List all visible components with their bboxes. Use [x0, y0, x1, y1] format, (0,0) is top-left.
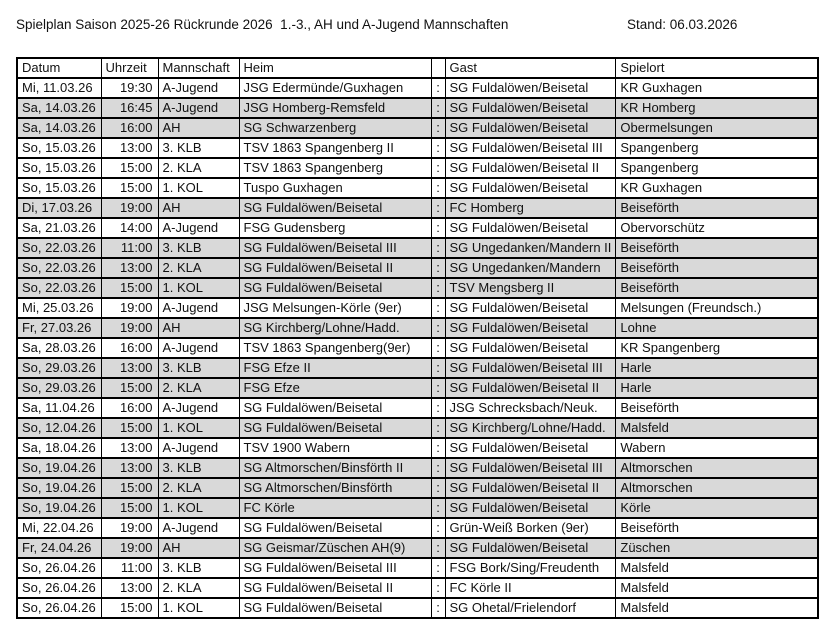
cell-mannschaft: 2. KLA: [158, 578, 239, 598]
cell-datum: Sa, 18.04.26: [17, 438, 101, 458]
cell-mannschaft: A-Jugend: [158, 218, 239, 238]
cell-mannschaft: 2. KLA: [158, 158, 239, 178]
cell-heim: JSG Edermünde/Guxhagen: [239, 78, 431, 98]
cell-separator: :: [431, 238, 445, 258]
table-row: [17, 398, 818, 418]
cell-gast: SG Fuldalöwen/Beisetal III: [445, 458, 616, 478]
column-header-spielort: Spielort: [616, 58, 818, 78]
cell-spielort: Harle: [616, 378, 818, 398]
cell-spielort: Obervorschütz: [616, 218, 818, 238]
table-row: [17, 478, 818, 498]
cell-gast: SG Fuldalöwen/Beisetal: [445, 298, 616, 318]
cell-separator: :: [431, 378, 445, 398]
cell-uhrzeit: 15:00: [101, 278, 158, 298]
cell-uhrzeit: 15:00: [101, 158, 158, 178]
cell-datum: So, 29.03.26: [17, 358, 101, 378]
cell-datum: So, 15.03.26: [17, 178, 101, 198]
cell-mannschaft: 3. KLB: [158, 558, 239, 578]
cell-spielort: Beiseförth: [616, 518, 818, 538]
cell-separator: :: [431, 458, 445, 478]
cell-spielort: KR Guxhagen: [616, 178, 818, 198]
cell-mannschaft: 1. KOL: [158, 498, 239, 518]
cell-gast: JSG Schrecksbach/Neuk.: [445, 398, 616, 418]
cell-uhrzeit: 19:00: [101, 318, 158, 338]
cell-heim: SG Fuldalöwen/Beisetal II: [239, 258, 431, 278]
cell-uhrzeit: 11:00: [101, 238, 158, 258]
cell-gast: SG Ungedanken/Mandern II: [445, 238, 616, 258]
cell-separator: :: [431, 518, 445, 538]
cell-uhrzeit: 15:00: [101, 498, 158, 518]
cell-separator: :: [431, 138, 445, 158]
cell-mannschaft: AH: [158, 198, 239, 218]
cell-spielort: Beiseförth: [616, 258, 818, 278]
cell-datum: Sa, 11.04.26: [17, 398, 101, 418]
cell-uhrzeit: 13:00: [101, 258, 158, 278]
cell-gast: SG Ohetal/Frielendorf: [445, 598, 616, 618]
cell-spielort: Malsfeld: [616, 418, 818, 438]
cell-spielort: Malsfeld: [616, 558, 818, 578]
table-row: [17, 518, 818, 538]
table-row: [17, 578, 818, 598]
cell-gast: SG Fuldalöwen/Beisetal II: [445, 478, 616, 498]
cell-spielort: Beiseförth: [616, 278, 818, 298]
cell-heim: TSV 1863 Spangenberg: [239, 158, 431, 178]
page-title: Spielplan Saison 2025-26 Rückrunde 2026 1.-3., AH und A-Jugend Mannschaften: [16, 17, 509, 32]
cell-spielort: KR Homberg: [616, 98, 818, 118]
cell-heim: SG Fuldalöwen/Beisetal III: [239, 558, 431, 578]
cell-mannschaft: 1. KOL: [158, 278, 239, 298]
cell-separator: :: [431, 218, 445, 238]
cell-uhrzeit: 13:00: [101, 358, 158, 378]
cell-gast: SG Fuldalöwen/Beisetal: [445, 78, 616, 98]
table-row: [17, 418, 818, 438]
cell-datum: So, 22.03.26: [17, 278, 101, 298]
cell-gast: SG Fuldalöwen/Beisetal: [445, 98, 616, 118]
cell-spielort: Körle: [616, 498, 818, 518]
cell-spielort: Altmorschen: [616, 458, 818, 478]
cell-datum: So, 15.03.26: [17, 158, 101, 178]
cell-heim: JSG Melsungen-Körle (9er): [239, 298, 431, 318]
table-row: [17, 198, 818, 218]
cell-separator: :: [431, 198, 445, 218]
cell-separator: :: [431, 418, 445, 438]
cell-gast: SG Fuldalöwen/Beisetal II: [445, 158, 616, 178]
cell-uhrzeit: 19:00: [101, 518, 158, 538]
cell-gast: SG Fuldalöwen/Beisetal: [445, 538, 616, 558]
cell-separator: :: [431, 578, 445, 598]
cell-spielort: Melsungen (Freundsch.): [616, 298, 818, 318]
cell-spielort: Beiseförth: [616, 398, 818, 418]
cell-gast: SG Fuldalöwen/Beisetal III: [445, 358, 616, 378]
table-row: [17, 98, 818, 118]
cell-mannschaft: 2. KLA: [158, 378, 239, 398]
cell-separator: :: [431, 318, 445, 338]
cell-gast: SG Fuldalöwen/Beisetal: [445, 318, 616, 338]
cell-mannschaft: A-Jugend: [158, 398, 239, 418]
cell-mannschaft: A-Jugend: [158, 338, 239, 358]
cell-heim: SG Altmorschen/Binsförth II: [239, 458, 431, 478]
column-header-separator: [431, 58, 445, 78]
cell-datum: So, 22.03.26: [17, 238, 101, 258]
table-row: [17, 78, 818, 98]
cell-spielort: Beiseförth: [616, 198, 818, 218]
cell-heim: SG Fuldalöwen/Beisetal: [239, 518, 431, 538]
cell-mannschaft: A-Jugend: [158, 98, 239, 118]
cell-spielort: Spangenberg: [616, 158, 818, 178]
cell-datum: So, 19.04.26: [17, 458, 101, 478]
cell-datum: Sa, 28.03.26: [17, 338, 101, 358]
cell-datum: So, 15.03.26: [17, 138, 101, 158]
table-row: [17, 318, 818, 338]
table-row: [17, 438, 818, 458]
cell-uhrzeit: 11:00: [101, 558, 158, 578]
cell-uhrzeit: 19:00: [101, 538, 158, 558]
cell-mannschaft: 1. KOL: [158, 178, 239, 198]
cell-heim: Tuspo Guxhagen: [239, 178, 431, 198]
cell-mannschaft: A-Jugend: [158, 438, 239, 458]
cell-datum: Sa, 21.03.26: [17, 218, 101, 238]
cell-heim: SG Fuldalöwen/Beisetal: [239, 598, 431, 618]
cell-separator: :: [431, 118, 445, 138]
schedule-table-body: [17, 78, 818, 618]
header-row: [17, 58, 818, 78]
cell-uhrzeit: 16:00: [101, 338, 158, 358]
cell-mannschaft: 3. KLB: [158, 458, 239, 478]
cell-separator: :: [431, 98, 445, 118]
cell-separator: :: [431, 158, 445, 178]
cell-gast: TSV Mengsberg II: [445, 278, 616, 298]
cell-spielort: Wabern: [616, 438, 818, 458]
cell-separator: :: [431, 538, 445, 558]
cell-datum: Fr, 27.03.26: [17, 318, 101, 338]
table-row: [17, 278, 818, 298]
cell-mannschaft: A-Jugend: [158, 518, 239, 538]
cell-heim: FC Körle: [239, 498, 431, 518]
cell-mannschaft: 3. KLB: [158, 138, 239, 158]
cell-spielort: Malsfeld: [616, 598, 818, 618]
cell-heim: SG Kirchberg/Lohne/Hadd.: [239, 318, 431, 338]
cell-uhrzeit: 13:00: [101, 458, 158, 478]
cell-uhrzeit: 13:00: [101, 438, 158, 458]
cell-spielort: Malsfeld: [616, 578, 818, 598]
cell-uhrzeit: 16:00: [101, 118, 158, 138]
table-row: [17, 338, 818, 358]
table-row: [17, 378, 818, 398]
cell-gast: SG Fuldalöwen/Beisetal: [445, 438, 616, 458]
stand-date: Stand: 06.03.2026: [627, 17, 738, 32]
cell-datum: So, 19.04.26: [17, 478, 101, 498]
cell-separator: :: [431, 398, 445, 418]
cell-uhrzeit: 15:00: [101, 598, 158, 618]
table-row: [17, 298, 818, 318]
cell-uhrzeit: 15:00: [101, 178, 158, 198]
cell-uhrzeit: 15:00: [101, 478, 158, 498]
cell-gast: SG Fuldalöwen/Beisetal: [445, 118, 616, 138]
cell-uhrzeit: 13:00: [101, 578, 158, 598]
cell-uhrzeit: 14:00: [101, 218, 158, 238]
table-row: [17, 118, 818, 138]
cell-heim: SG Fuldalöwen/Beisetal II: [239, 578, 431, 598]
cell-datum: So, 22.03.26: [17, 258, 101, 278]
cell-separator: :: [431, 358, 445, 378]
cell-separator: :: [431, 78, 445, 98]
cell-datum: So, 12.04.26: [17, 418, 101, 438]
cell-heim: SG Fuldalöwen/Beisetal: [239, 198, 431, 218]
cell-gast: Grün-Weiß Borken (9er): [445, 518, 616, 538]
cell-datum: Mi, 22.04.26: [17, 518, 101, 538]
cell-heim: SG Altmorschen/Binsförth: [239, 478, 431, 498]
cell-datum: So, 19.04.26: [17, 498, 101, 518]
cell-heim: FSG Gudensberg: [239, 218, 431, 238]
table-row: [17, 358, 818, 378]
cell-separator: :: [431, 438, 445, 458]
cell-mannschaft: AH: [158, 118, 239, 138]
cell-separator: :: [431, 178, 445, 198]
table-row: [17, 158, 818, 178]
cell-gast: SG Fuldalöwen/Beisetal: [445, 218, 616, 238]
cell-spielort: Altmorschen: [616, 478, 818, 498]
cell-separator: :: [431, 558, 445, 578]
cell-spielort: Lohne: [616, 318, 818, 338]
cell-uhrzeit: 16:45: [101, 98, 158, 118]
cell-gast: FC Homberg: [445, 198, 616, 218]
cell-heim: SG Geismar/Züschen AH(9): [239, 538, 431, 558]
cell-heim: SG Fuldalöwen/Beisetal: [239, 398, 431, 418]
table-row: [17, 558, 818, 578]
cell-separator: :: [431, 338, 445, 358]
table-row: [17, 538, 818, 558]
cell-separator: :: [431, 598, 445, 618]
cell-heim: TSV 1863 Spangenberg(9er): [239, 338, 431, 358]
cell-mannschaft: AH: [158, 538, 239, 558]
cell-gast: SG Ungedanken/Mandern: [445, 258, 616, 278]
table-row: [17, 258, 818, 278]
cell-datum: Fr, 24.04.26: [17, 538, 101, 558]
cell-heim: SG Fuldalöwen/Beisetal: [239, 418, 431, 438]
column-header-mannschaft: Mannschaft: [158, 58, 239, 78]
cell-mannschaft: A-Jugend: [158, 78, 239, 98]
table-row: [17, 218, 818, 238]
cell-mannschaft: 1. KOL: [158, 598, 239, 618]
column-header-gast: Gast: [445, 58, 616, 78]
cell-gast: SG Fuldalöwen/Beisetal III: [445, 138, 616, 158]
cell-uhrzeit: 19:00: [101, 198, 158, 218]
cell-heim: TSV 1863 Spangenberg II: [239, 138, 431, 158]
cell-gast: SG Fuldalöwen/Beisetal II: [445, 378, 616, 398]
table-row: [17, 598, 818, 618]
table-row: [17, 458, 818, 478]
cell-uhrzeit: 19:30: [101, 78, 158, 98]
cell-uhrzeit: 19:00: [101, 298, 158, 318]
cell-mannschaft: AH: [158, 318, 239, 338]
column-header-heim: Heim: [239, 58, 431, 78]
cell-datum: Mi, 11.03.26: [17, 78, 101, 98]
cell-mannschaft: 2. KLA: [158, 478, 239, 498]
cell-mannschaft: 2. KLA: [158, 258, 239, 278]
table-row: [17, 178, 818, 198]
cell-datum: Sa, 14.03.26: [17, 98, 101, 118]
cell-spielort: Harle: [616, 358, 818, 378]
cell-mannschaft: 3. KLB: [158, 358, 239, 378]
column-header-uhrzeit: Uhrzeit: [101, 58, 158, 78]
cell-heim: SG Fuldalöwen/Beisetal III: [239, 238, 431, 258]
cell-heim: FSG Efze II: [239, 358, 431, 378]
table-row: [17, 498, 818, 518]
cell-datum: Sa, 14.03.26: [17, 118, 101, 138]
cell-separator: :: [431, 278, 445, 298]
cell-mannschaft: 3. KLB: [158, 238, 239, 258]
cell-heim: TSV 1900 Wabern: [239, 438, 431, 458]
cell-gast: SG Kirchberg/Lohne/Hadd.: [445, 418, 616, 438]
cell-heim: JSG Homberg-Remsfeld: [239, 98, 431, 118]
cell-mannschaft: A-Jugend: [158, 298, 239, 318]
cell-spielort: KR Guxhagen: [616, 78, 818, 98]
cell-datum: Di, 17.03.26: [17, 198, 101, 218]
cell-gast: SG Fuldalöwen/Beisetal: [445, 498, 616, 518]
cell-gast: SG Fuldalöwen/Beisetal: [445, 338, 616, 358]
cell-gast: FC Körle II: [445, 578, 616, 598]
cell-separator: :: [431, 298, 445, 318]
cell-datum: So, 29.03.26: [17, 378, 101, 398]
schedule-table: [16, 57, 819, 619]
cell-heim: SG Schwarzenberg: [239, 118, 431, 138]
cell-separator: :: [431, 498, 445, 518]
cell-gast: SG Fuldalöwen/Beisetal: [445, 178, 616, 198]
cell-uhrzeit: 15:00: [101, 418, 158, 438]
cell-spielort: Spangenberg: [616, 138, 818, 158]
cell-uhrzeit: 16:00: [101, 398, 158, 418]
cell-separator: :: [431, 258, 445, 278]
cell-mannschaft: 1. KOL: [158, 418, 239, 438]
cell-datum: So, 26.04.26: [17, 558, 101, 578]
cell-datum: So, 26.04.26: [17, 578, 101, 598]
cell-heim: SG Fuldalöwen/Beisetal: [239, 278, 431, 298]
cell-gast: FSG Bork/Sing/Freudenth: [445, 558, 616, 578]
cell-spielort: Beiseförth: [616, 238, 818, 258]
cell-datum: Mi, 25.03.26: [17, 298, 101, 318]
cell-datum: So, 26.04.26: [17, 598, 101, 618]
cell-spielort: Obermelsungen: [616, 118, 818, 138]
cell-separator: :: [431, 478, 445, 498]
table-row: [17, 238, 818, 258]
cell-spielort: Züschen: [616, 538, 818, 558]
cell-uhrzeit: 13:00: [101, 138, 158, 158]
cell-uhrzeit: 15:00: [101, 378, 158, 398]
table-row: [17, 138, 818, 158]
cell-heim: FSG Efze: [239, 378, 431, 398]
cell-spielort: KR Spangenberg: [616, 338, 818, 358]
column-header-datum: Datum: [17, 58, 101, 78]
